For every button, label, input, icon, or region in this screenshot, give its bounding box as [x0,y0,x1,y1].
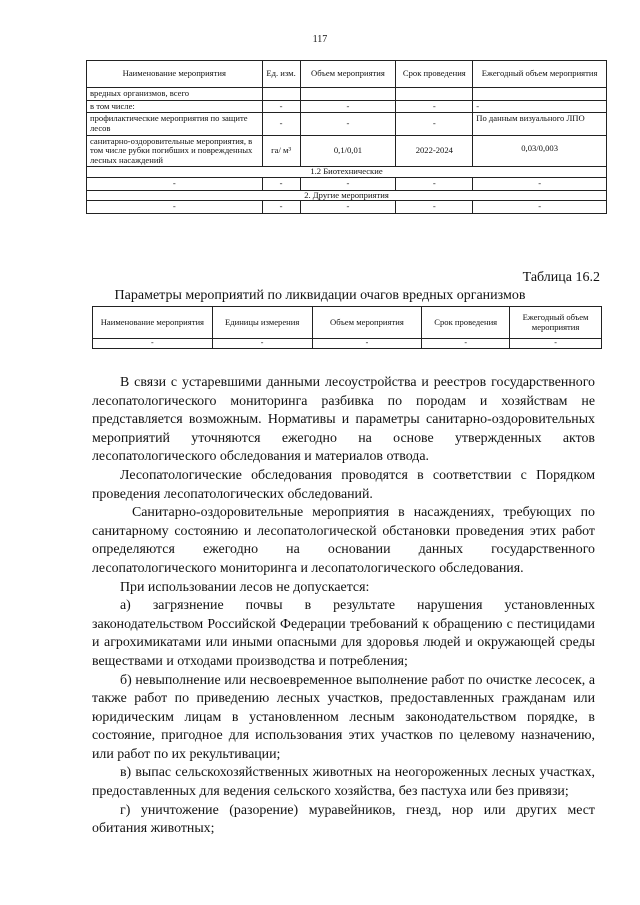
table-cell: - [422,339,510,349]
table-cell: 0,03/0,003 [473,135,607,167]
table-row [87,201,607,214]
body-text [92,374,595,839]
table-cell [300,88,396,101]
table-cell: - [262,201,300,214]
paragraph: Лесопатологические обследования проводятся в соответствии с Порядком проведения лесопатологических обследований. [92,467,595,502]
table-cell: По данным визуального ЛПО [473,113,607,135]
table-cell: санитарно-оздоровительные мероприятия, в том числе рубки погибших и поврежденных лесных насаждений [87,135,263,167]
section-row [87,167,607,178]
table-cell: - [396,201,473,214]
paragraph: г) уничтожение (разорение) муравейников, гнезд, нор или других мест обитания животных; [92,802,595,837]
table-cell: 2022-2024 [396,135,473,167]
paragraph: б) невыполнение или несвоевременное выполнение работ по очистке лесосек, а также работ по приведению лесных участков, предоставленных гражданам или юридическим лицам в установленном лесным законодательством порядке, в состояние, пригодное для использования этих участков по целевому назначению, или работ по их рекультивации; [92,672,595,762]
col-header-name: Наименование мероприятия [87,61,263,88]
table-cell: - [87,201,263,214]
section-biotech: 1.2 Биотехнические [87,167,607,178]
table-cell: - [396,113,473,135]
col-header-unit: Ед. изм. [262,61,300,88]
pest-focus-table [92,306,602,349]
table-cell: - [262,100,300,113]
table-caption: Таблица 16.2 [522,270,600,285]
table-header-row [93,307,602,339]
paragraph: в) выпас сельскохозяйственных животных на неогороженных лесных участках, предоставленных для ведения сельского хозяйства, без пастуха или без привязи; [92,765,595,800]
measures-table-continued [86,60,607,214]
table-cell: - [396,178,473,191]
table-header-row [87,61,607,88]
paragraph: При использовании лесов не допускается: [120,579,370,595]
col-header-term: Срок проведения [422,307,510,339]
table-cell: - [473,178,607,191]
paragraph: Санитарно-оздоровительные мероприятия в насаждениях, требующих по санитарному состоянию и лесопатологической обстановки проведения этих работ определяются ежегодно на основании данных государственного лесопатологического мониторинга и лесопатологического обследования. [92,505,595,576]
table-cell: - [473,100,607,113]
col-header-volume: Объем мероприятия [312,307,422,339]
table-row [93,339,602,349]
col-header-volume: Объем мероприятия [300,61,396,88]
table-cell: - [262,178,300,191]
table-cell [396,88,473,101]
table-row [87,113,607,135]
table-cell: - [396,100,473,113]
section-other: 2. Другие мероприятия [87,190,607,201]
table-cell: - [473,201,607,214]
table-cell [473,88,607,101]
table-row [87,88,607,101]
col-header-annual: Ежегодный объем мероприятия [510,307,602,339]
col-header-term: Срок проведения [396,61,473,88]
table-cell: - [212,339,312,349]
table-cell: в том числе: [87,100,263,113]
table-cell: - [300,113,396,135]
table-cell: - [312,339,422,349]
table-cell: га/ м³ [262,135,300,167]
col-header-unit: Единицы измерения [212,307,312,339]
table-cell: - [262,113,300,135]
table-row [87,135,607,167]
table-row [87,178,607,191]
table-cell: 0,1/0,01 [300,135,396,167]
table-cell: - [87,178,263,191]
section-row [87,190,607,201]
table-title: Параметры мероприятий по ликвидации очагов вредных организмов [114,288,526,303]
table-row [87,100,607,113]
table-cell: - [510,339,602,349]
col-header-annual: Ежегодный объем мероприятия [473,61,607,88]
table-cell [262,88,300,101]
table-cell: - [93,339,213,349]
table-cell: - [300,100,396,113]
table-cell: - [300,201,396,214]
col-header-name: Наименование мероприятия [93,307,213,339]
paragraph: а) загрязнение почвы в результате нарушения установленных законодательством Российской Федерации требований к обращению с пестицидами и агрохимикатами или иными опасными для здоровья людей и окружающей среды веществами и отходами производства и потребления; [92,598,595,669]
table-cell: - [300,178,396,191]
page-number: 117 [312,34,328,45]
table-cell: профилактические мероприятия по защите лесов [87,113,263,135]
paragraph: В связи с устаревшими данными лесоустройства и реестров государственного лесопатологического мониторинга разбивка по породам и хозяйствам не представляется возможным. Нормативы и параметры санитарно-оздоровительных мероприятий уточняются ежегодно на основе утвержденных актов лесопатологического обследования и материалов отвода. [92,375,595,465]
table-cell: вредных организмов, всего [87,88,263,101]
